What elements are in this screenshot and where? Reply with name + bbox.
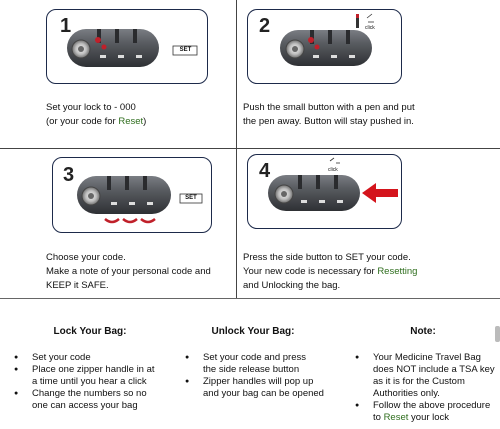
step-1-caption — [46, 101, 231, 129]
lock-item-2-line1: Place one zipper handle in at — [32, 364, 155, 375]
step-2-caption-line1: Push the small button with a pen and put — [243, 102, 415, 113]
step-1-caption-pre: (or your code for — [46, 116, 119, 127]
step-1-caption-line1: Set your lock to - 000 — [46, 102, 136, 113]
step-4-caption-line3: and Unlocking the bag. — [243, 280, 341, 291]
note-item-1-line3: as it is for the Custom — [373, 376, 465, 387]
step-3-caption — [46, 251, 234, 293]
step-1-number: 1 — [60, 15, 72, 37]
unlock-item-1-line2: the side release button — [203, 364, 300, 375]
lock-image-step-2 — [248, 10, 403, 84]
unlock-bag-title: Unlock Your Bag: — [211, 326, 295, 337]
step-1-panel — [46, 9, 208, 84]
unlock-bag-list — [185, 352, 345, 400]
step-4-caption-line1: Press the side button to SET your code. — [243, 252, 411, 263]
step-1-caption-line2 — [46, 115, 231, 129]
step-4-caption — [243, 251, 495, 293]
step-3-caption-line1: Choose your code. — [46, 252, 126, 263]
set-badge: SET — [179, 47, 192, 53]
step-3-panel — [52, 157, 212, 233]
step-3-caption-line3: KEEP it SAFE. — [46, 280, 109, 291]
note-item-1 — [355, 352, 497, 400]
unlock-item-2-line2: and your bag can be opened — [203, 388, 324, 399]
unlock-item-1-line1: Set your code and press — [203, 352, 306, 363]
unlock-item-1 — [185, 352, 345, 376]
step-4-caption-line2 — [243, 265, 495, 279]
lock-item-3 — [14, 388, 179, 412]
note-item-1-line1: Your Medicine Travel Bag — [373, 352, 481, 363]
step-3-number: 3 — [63, 164, 75, 186]
lock-item-3-line2: one can access your bag — [32, 400, 138, 411]
grid-divider-middle — [0, 148, 500, 149]
lock-bag-list — [14, 352, 179, 412]
note-item-2 — [355, 400, 497, 424]
grid-divider-vertical — [236, 0, 237, 298]
click-label-step-2: click — [365, 25, 375, 31]
step-3-caption-line2: Make a note of your personal code and — [46, 266, 211, 277]
step-2-panel — [247, 9, 402, 84]
set-badge-step-3: SET — [185, 195, 197, 201]
note-item-1-line4: Authorities only. — [373, 388, 440, 399]
step-1-caption-post: ) — [143, 116, 147, 127]
note-item-2-pre: to — [373, 412, 384, 423]
note-list — [355, 352, 497, 424]
step-2-caption-line2: the pen away. Button will stay pushed in. — [243, 116, 414, 127]
unlock-item-2 — [185, 376, 345, 400]
note-title: Note: — [410, 326, 436, 337]
lock-item-2 — [14, 364, 179, 388]
resetting-link-text: Resetting — [377, 266, 418, 277]
lock-bag-title: Lock Your Bag: — [53, 326, 127, 337]
click-label-step-4: click — [328, 167, 338, 173]
step-2-caption — [243, 101, 495, 129]
lock-image-step-4 — [248, 155, 403, 230]
reset-link-text: Reset — [118, 116, 144, 127]
note-item-2-post: your lock — [408, 412, 450, 423]
lock-item-3-line1: Change the numbers so no — [32, 388, 147, 399]
lock-item-2-line2: a time until you hear a click — [32, 376, 147, 387]
step-2-number: 2 — [259, 15, 271, 37]
step-4-panel — [247, 154, 402, 229]
lock-item-1 — [14, 352, 179, 364]
edge-side-button — [495, 326, 500, 342]
unlock-item-2-line1: Zipper handles will pop up — [203, 376, 314, 387]
step-4-number: 4 — [259, 160, 271, 182]
lock-item-1-text: Set your code — [32, 352, 91, 363]
note-item-1-line2: does NOT include a TSA key — [373, 364, 495, 375]
grid-divider-bottom — [0, 298, 500, 299]
step-4-caption-pre: Your new code is necessary for — [243, 266, 378, 277]
note-item-2-line1: Follow the above procedure — [373, 400, 491, 411]
note-reset-link-text: Reset — [383, 412, 409, 423]
